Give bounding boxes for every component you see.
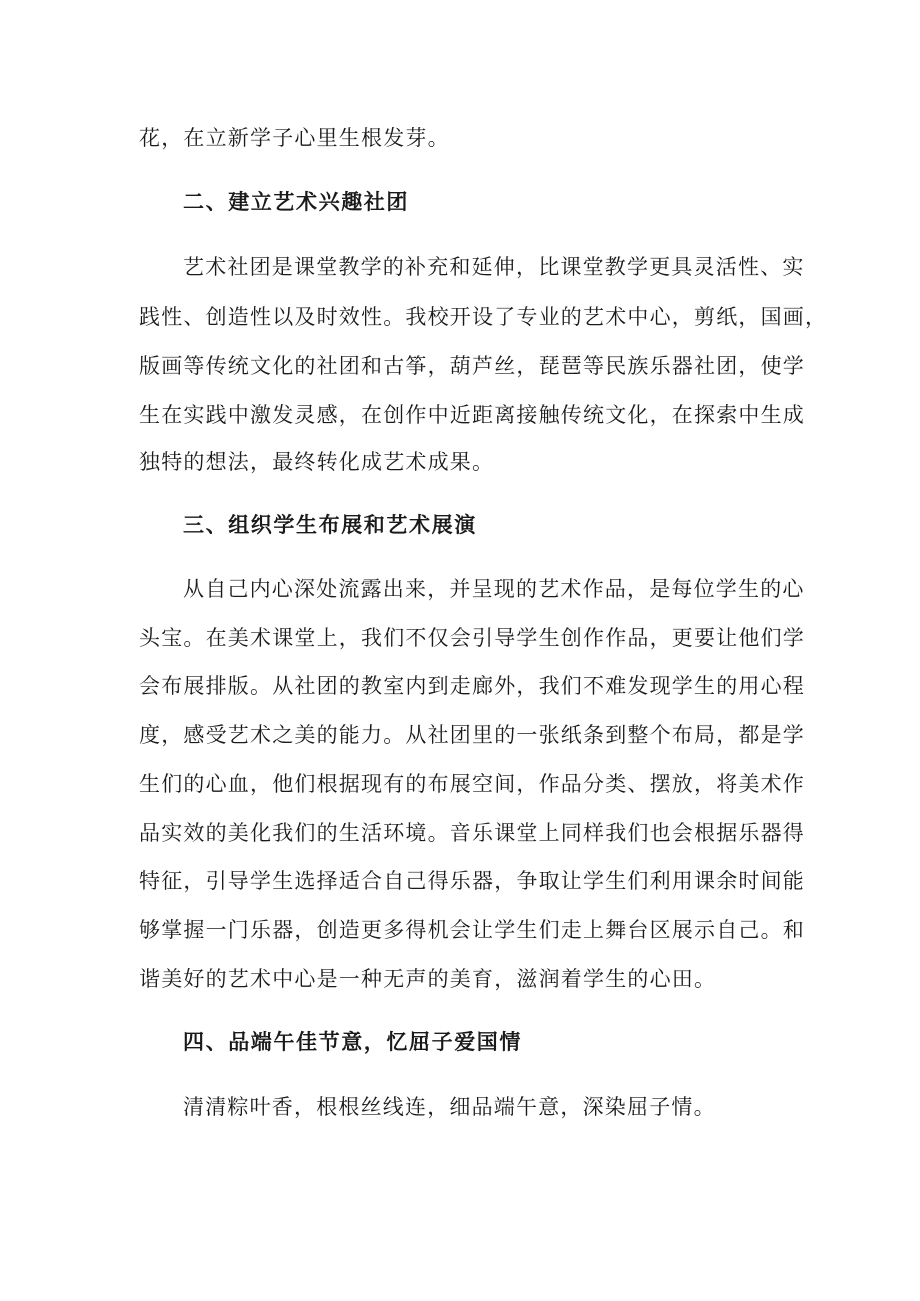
paragraph-line: 头宝。在美术课堂上，我们不仅会引导学生创作作品，更要让他们学	[139, 626, 805, 650]
paragraph-line: 会布展排版。从社团的教室内到走廊外，我们不难发现学生的用心程	[139, 674, 805, 698]
paragraph-line: 够掌握一门乐器，创造更多得机会让学生们走上舞台区展示自己。和	[139, 918, 805, 942]
paragraph-line: 生们的心血，他们根据现有的布展空间，作品分类、摆放，将美术作	[139, 772, 805, 796]
paragraph-line: 践性、创造性以及时效性。我校开设了专业的艺术中心，剪纸，国画，	[139, 305, 828, 329]
paragraph-line: 谐美好的艺术中心是一种无声的美育，滋润着学生的心田。	[139, 967, 717, 991]
paragraph-line: 版画等传统文化的社团和古筝，葫芦丝，琵琶等民族乐器社团，使学	[139, 354, 805, 378]
paragraph-line: 艺术社团是课堂教学的补充和延伸，比课堂教学更具灵活性、实	[183, 255, 805, 279]
section-heading: 三、组织学生布展和艺术展演	[183, 513, 477, 537]
section-heading: 二、建立艺术兴趣社团	[183, 190, 409, 214]
section-heading: 四、品端午佳节意，忆屈子爱国情	[183, 1030, 522, 1054]
paragraph-line: 品实效的美化我们的生活环境。音乐课堂上同样我们也会根据乐器得	[139, 821, 805, 845]
paragraph-line: 生在实践中激发灵感，在创作中近距离接触传统文化，在探索中生成	[139, 403, 805, 427]
paragraph-line: 清清粽叶香，根根丝线连，细品端午意，深染屈子情。	[183, 1095, 716, 1119]
paragraph-line: 独特的想法，最终转化成艺术成果。	[139, 450, 495, 474]
paragraph-line: 花，在立新学子心里生根发芽。	[139, 126, 450, 150]
paragraph-line: 从自己内心深处流露出来，并呈现的艺术作品，是每位学生的心	[183, 577, 805, 601]
paragraph-line: 度，感受艺术之美的能力。从社团里的一张纸条到整个布局，都是学	[139, 723, 805, 747]
paragraph-line: 特征，引导学生选择适合自己得乐器，争取让学生们利用课余时间能	[139, 869, 805, 893]
